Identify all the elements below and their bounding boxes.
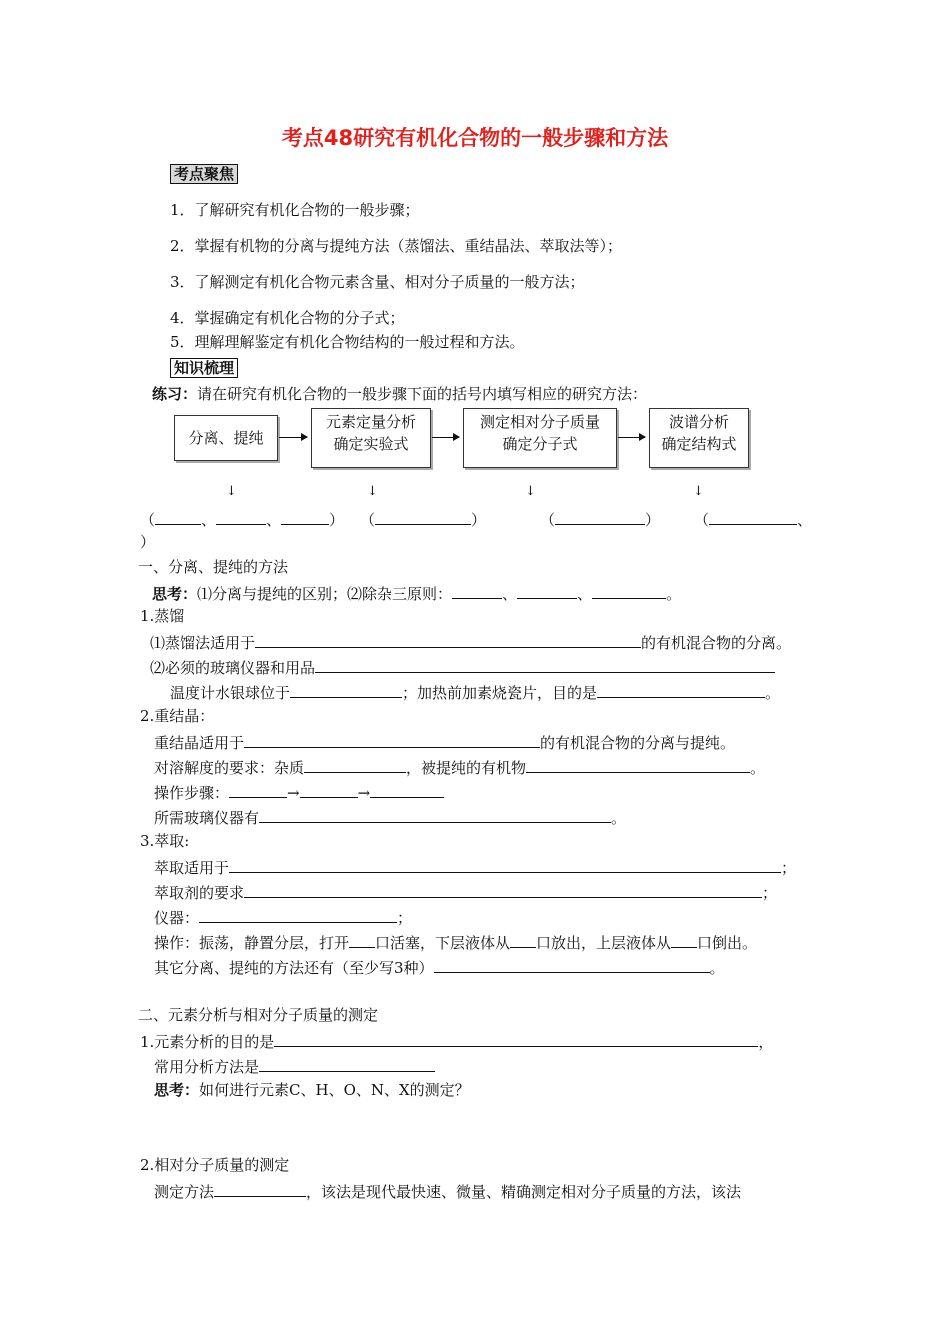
flow-box-label: 分离、提纯 (188, 429, 264, 447)
exercise-line (152, 384, 647, 404)
blank-line[interactable] (452, 582, 502, 599)
blank-line[interactable] (709, 508, 797, 525)
extract-line-1: 萃取适用于 ； (154, 856, 796, 878)
blank-line[interactable] (375, 508, 471, 525)
knowledge-tag: 知识梳理 (170, 358, 238, 378)
distill-line-1: ⑴蒸馏法适用于 的有机混合物的分离。 (150, 631, 791, 653)
recryst-line-4: 所需玻璃仪器有 。 (154, 806, 626, 828)
section-1-heading: 一、分离、提纯的方法 (138, 558, 289, 576)
blank-line[interactable] (315, 656, 775, 673)
elemental-method-line: 常用分析方法是 (154, 1055, 435, 1077)
focus-tag: 考点聚焦 (170, 164, 238, 184)
focus-item-4: 4．掌握确定有机化合物的分子式； (170, 309, 405, 327)
blank-line[interactable] (304, 756, 406, 773)
flow-box-separation (174, 415, 278, 461)
extract-line-5: 其它分离、提纯的方法还有（至少写3种） 。 (154, 956, 725, 978)
blank-line[interactable] (555, 508, 645, 525)
blank-line[interactable] (259, 1055, 435, 1072)
extract-line-2: 萃取剂的要求 ； (154, 881, 777, 903)
blank-line[interactable] (244, 731, 540, 748)
flow-arrow (432, 437, 459, 438)
blank-group-1: （ 、 、 ） (140, 508, 344, 530)
focus-item-5: 5．理解理解鉴定有机化合物结构的一般过程和方法。 (170, 333, 525, 351)
molar-mass-heading: 2.相对分子质量的测定 (140, 1156, 290, 1174)
blank-line[interactable] (597, 681, 765, 698)
distill-line-2: ⑵必须的玻璃仪器和用品 (150, 656, 775, 678)
exercise-label: 练习： (152, 385, 198, 403)
blank-line[interactable] (592, 582, 666, 599)
down-arrow: ↓ (367, 484, 378, 499)
distill-line-3: 温度计水银球位于 ；加热前加素烧瓷片，目的是 。 (170, 681, 780, 703)
recryst-heading: 2.重结晶： (140, 707, 215, 725)
blank-line[interactable] (370, 781, 444, 798)
blank-line[interactable] (229, 781, 287, 798)
down-arrow: ↓ (525, 484, 536, 499)
focus-item-2: 2．掌握有机物的分离与提纯方法（蒸馏法、重结晶法、萃取法等）； (170, 237, 623, 255)
blank-line[interactable] (244, 881, 762, 898)
blank-line[interactable] (671, 931, 697, 948)
blank-line[interactable] (199, 906, 397, 923)
page-title: 考点48研究有机化合物的一般步骤和方法 (281, 126, 669, 150)
distill-heading: 1.蒸馏 (140, 607, 185, 625)
recryst-line-3: 操作步骤： → → (154, 781, 444, 803)
flow-box-molar-mass (463, 408, 617, 468)
blank-line[interactable] (517, 582, 577, 599)
blank-line[interactable] (274, 1030, 758, 1047)
blank-line[interactable] (255, 631, 641, 648)
blank-group-4: （ 、 (694, 508, 812, 530)
blank-line[interactable] (229, 856, 781, 873)
blank-line[interactable] (290, 681, 402, 698)
flow-box-line2: 确定结构式 (661, 435, 737, 453)
blank-group-2: （ ） (360, 508, 486, 530)
section-2-think: 思考：如何进行元素C、H、O、N、X的测定？ (154, 1081, 470, 1099)
flow-arrow (618, 437, 645, 438)
recryst-line-2: 对溶解度的要求：杂质 ，被提纯的有机物 。 (154, 756, 765, 778)
flow-box-spectral (649, 408, 749, 468)
extract-line-3: 仪器： ； (154, 906, 412, 928)
blank-line[interactable] (434, 956, 710, 973)
down-arrow: ↓ (226, 484, 237, 499)
flow-box-line2: 确定实验式 (333, 435, 409, 453)
blank-line[interactable] (526, 756, 750, 773)
down-arrow: ↓ (693, 484, 704, 499)
flow-box-line2: 确定分子式 (502, 435, 578, 453)
blank-line[interactable] (300, 781, 358, 798)
blank-line[interactable] (214, 1180, 306, 1197)
blank-line[interactable] (510, 931, 536, 948)
blank-line[interactable] (349, 931, 375, 948)
blank-group-4-close: ） (140, 533, 156, 551)
exercise-text: 请在研究有机化合物的一般步骤下面的括号内填写相应的研究方法： (197, 385, 648, 403)
elemental-purpose-line: 1.元素分析的目的是 ， (140, 1030, 773, 1052)
blank-line[interactable] (259, 806, 611, 823)
flow-box-line1: 测定相对分子质量 (479, 413, 600, 431)
focus-item-3: 3．了解测定有机化合物元素含量、相对分子质量的一般方法； (170, 273, 585, 291)
recryst-line-1: 重结晶适用于 的有机混合物的分离与提纯。 (154, 731, 735, 753)
flow-box-line1: 波谱分析 (668, 413, 729, 431)
blank-line[interactable] (216, 508, 266, 525)
section-1-think: 思考：⑴分离与提纯的区别；⑵除杂三原则： 、 、 。 (152, 582, 681, 604)
molar-mass-line: 测定方法 ，该法是现代最快速、微量、精确测定相对分子质量的方法，该法 (154, 1180, 741, 1202)
blank-line[interactable] (155, 508, 201, 525)
flow-arrow (279, 437, 307, 438)
flow-box-line1: 元素定量分析 (325, 413, 416, 431)
extract-line-4: 操作：振荡，静置分层，打开 口活塞，下层液体从 口放出，上层液体从 口倒出。 (154, 931, 757, 953)
extract-heading: 3.萃取: (140, 832, 190, 850)
section-2-heading: 二、元素分析与相对分子质量的测定 (138, 1006, 379, 1024)
flow-box-elemental (311, 408, 431, 468)
focus-item-1: 1．了解研究有机化合物的一般步骤； (170, 201, 420, 219)
blank-line[interactable] (281, 508, 329, 525)
blank-group-3: （ ） (540, 508, 660, 530)
